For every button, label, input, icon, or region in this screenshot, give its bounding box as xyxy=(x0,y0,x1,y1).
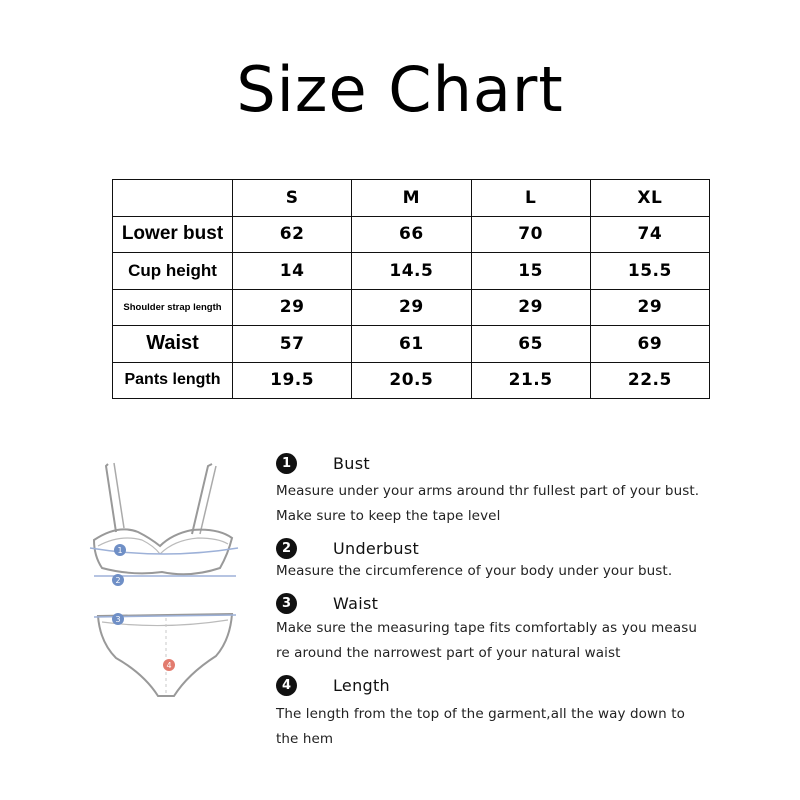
table-row xyxy=(113,216,710,253)
table-row xyxy=(113,253,710,290)
step-description xyxy=(276,559,746,584)
table-cell: 66 xyxy=(352,216,471,253)
table-cell: 29 xyxy=(590,289,709,326)
table-cell: 57 xyxy=(233,326,352,363)
header-cell-xl: XL xyxy=(590,180,709,217)
table-cell: 19.5 xyxy=(233,362,352,399)
header-cell-s: S xyxy=(233,180,352,217)
table-row xyxy=(113,362,710,399)
row-label-pants-length: Pants length xyxy=(113,362,233,399)
step-length xyxy=(276,672,746,752)
table-cell: 15 xyxy=(471,253,590,290)
step-text-line: Make sure to keep the tape level xyxy=(276,508,501,524)
step-number-badge: 2 xyxy=(276,538,297,559)
table-row xyxy=(113,289,710,326)
step-bust xyxy=(276,450,746,529)
measurement-instructions xyxy=(276,450,746,758)
step-number-badge: 3 xyxy=(276,593,297,614)
marker-2-icon: 2 xyxy=(112,574,124,586)
step-text-line: Make sure the measuring tape fits comfortably as you measu xyxy=(276,620,698,636)
step-text-line: the hem xyxy=(276,731,334,747)
table-cell: 69 xyxy=(590,326,709,363)
step-title: Length xyxy=(333,675,390,695)
header-cell-empty xyxy=(113,180,233,217)
table-cell: 20.5 xyxy=(352,362,471,399)
marker-3-icon: 3 xyxy=(112,613,124,625)
step-description xyxy=(276,702,746,752)
table-cell: 70 xyxy=(471,216,590,253)
table-cell: 21.5 xyxy=(471,362,590,399)
table-cell: 14.5 xyxy=(352,253,471,290)
table-cell: 29 xyxy=(233,289,352,326)
table-header-row xyxy=(113,180,710,217)
marker-4-icon: 4 xyxy=(163,659,175,671)
step-underbust xyxy=(276,535,746,584)
table-cell: 65 xyxy=(471,326,590,363)
page-title: Size Chart xyxy=(236,53,564,126)
row-label-waist: Waist xyxy=(113,326,233,363)
row-label-lower-bust: Lower bust xyxy=(113,216,233,253)
bikini-outline-illustration xyxy=(80,450,250,710)
table-cell: 61 xyxy=(352,326,471,363)
step-description xyxy=(276,479,746,529)
header-cell-m: M xyxy=(352,180,471,217)
garment-diagram xyxy=(80,450,250,710)
step-waist xyxy=(276,590,746,666)
step-text-line: re around the narrowest part of your natural waist xyxy=(276,645,621,661)
row-label-shoulder-strap-length: Shoulder strap length xyxy=(113,289,233,326)
table-cell: 22.5 xyxy=(590,362,709,399)
table-cell: 29 xyxy=(471,289,590,326)
table-cell: 74 xyxy=(590,216,709,253)
table-cell: 29 xyxy=(352,289,471,326)
step-text-line: Measure under your arms around thr fullest part of your bust. xyxy=(276,483,700,499)
step-title: Underbust xyxy=(333,538,420,558)
step-text-line: Measure the circumference of your body under your bust. xyxy=(276,563,673,579)
step-title: Waist xyxy=(333,593,379,613)
marker-1-icon: 1 xyxy=(114,544,126,556)
step-number-badge: 4 xyxy=(276,675,297,696)
step-text-line: The length from the top of the garment,all the way down to xyxy=(276,706,685,722)
row-label-cup-height: Cup height xyxy=(113,253,233,290)
size-table xyxy=(112,179,710,399)
step-title: Bust xyxy=(333,453,370,473)
table-cell: 14 xyxy=(233,253,352,290)
table-row xyxy=(113,326,710,363)
step-number-badge: 1 xyxy=(276,453,297,474)
step-description xyxy=(276,616,746,666)
table-cell: 62 xyxy=(233,216,352,253)
header-cell-l: L xyxy=(471,180,590,217)
table-cell: 15.5 xyxy=(590,253,709,290)
